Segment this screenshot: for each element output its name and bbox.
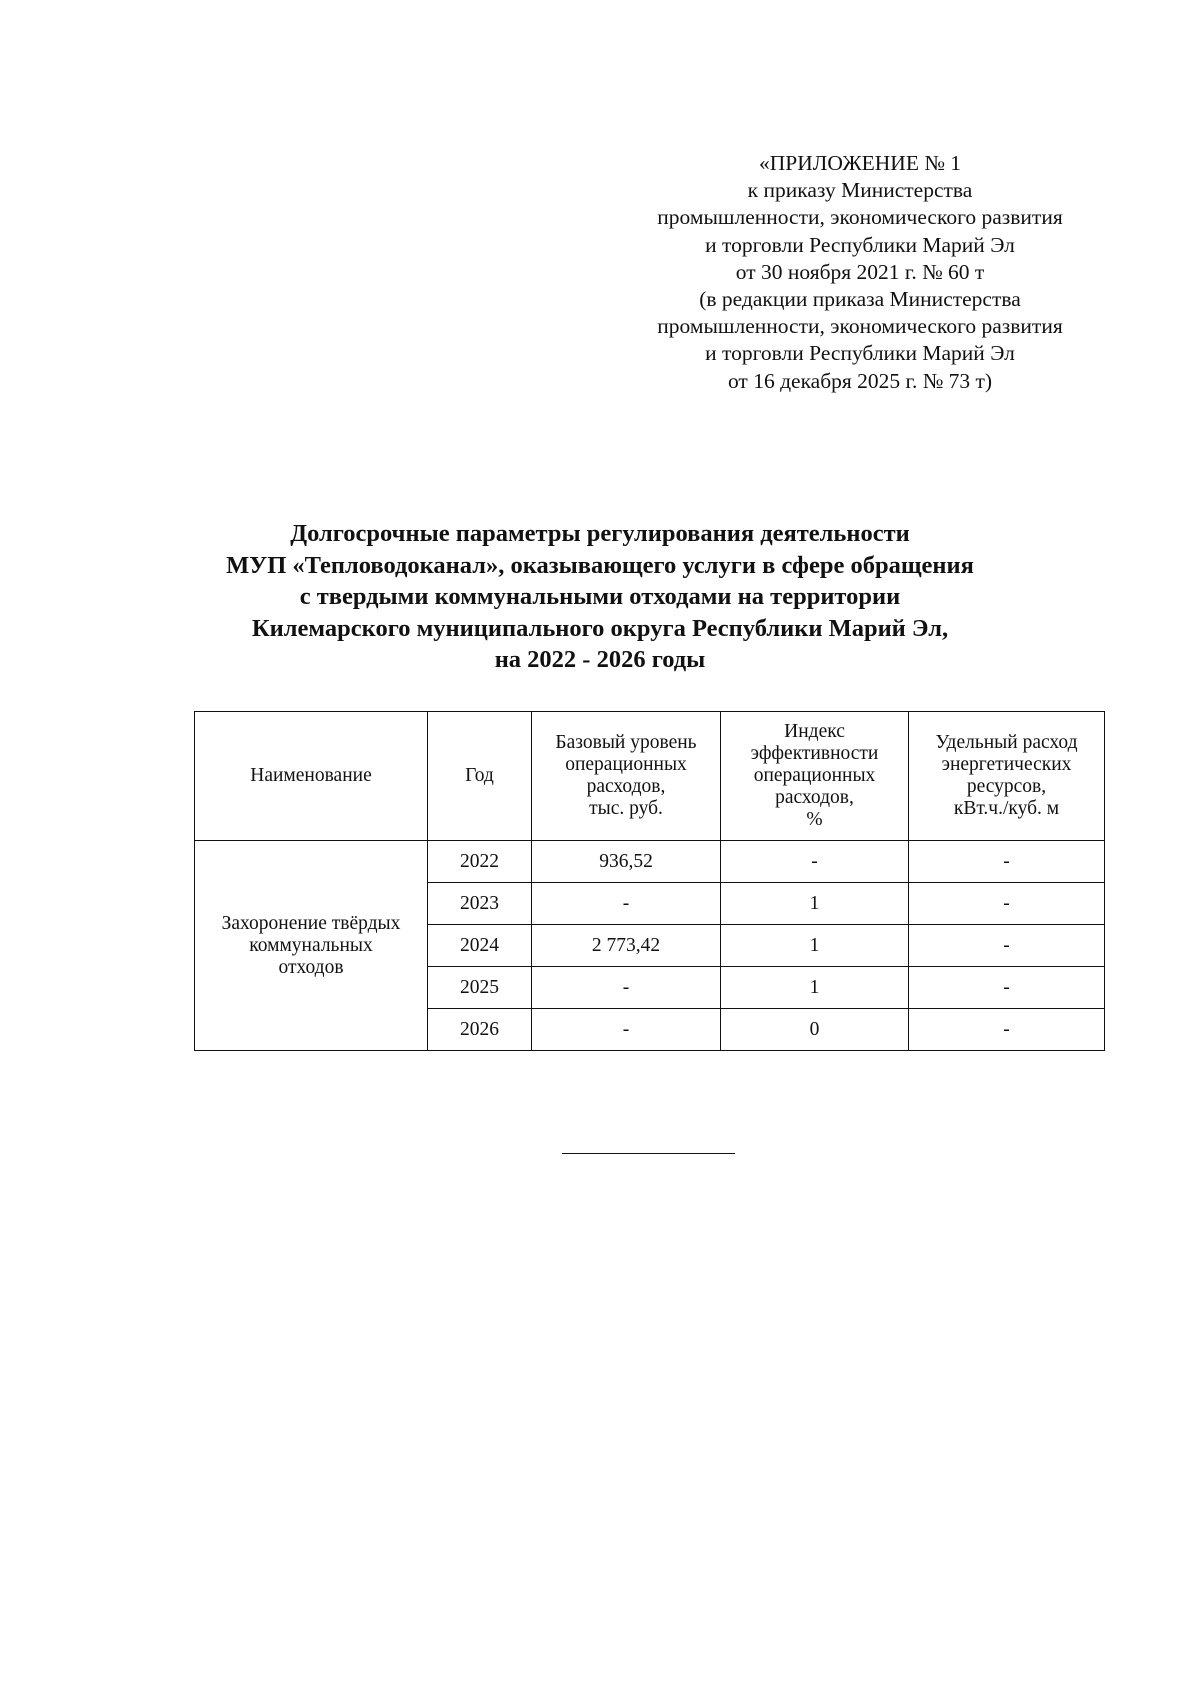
title-line: МУП «Тепловодоканал», оказывающего услуги в сфере обращения [226, 551, 974, 579]
header-base-level: Базовый уровень операционных расходов, тыс. руб. [532, 712, 721, 841]
energy-use-cell: - [909, 841, 1105, 883]
title-line: на 2022 - 2026 годы [494, 646, 706, 673]
header-year: Год [428, 712, 532, 841]
efficiency-index-cell: 1 [721, 967, 909, 1009]
appendix-header [620, 150, 1100, 395]
parameters-table [194, 711, 1105, 1051]
efficiency-index-cell: 1 [721, 925, 909, 967]
efficiency-index-cell: - [721, 841, 909, 883]
energy-use-cell: - [909, 967, 1105, 1009]
appendix-line: от 16 декабря 2025 г. № 73 т) [727, 368, 993, 393]
table-header-row [195, 712, 1105, 841]
year-cell: 2024 [428, 925, 532, 967]
header-name: Наименование [195, 712, 428, 841]
year-cell: 2025 [428, 967, 532, 1009]
energy-use-cell: - [909, 883, 1105, 925]
appendix-line: к приказу Министерства [747, 178, 973, 203]
appendix-line: «ПРИЛОЖЕНИЕ № 1 [759, 151, 961, 175]
efficiency-index-cell: 1 [721, 883, 909, 925]
base-level-cell: - [532, 883, 721, 925]
base-level-cell: 936,52 [532, 841, 721, 883]
year-cell: 2022 [428, 841, 532, 883]
header-energy-use: Удельный расход энергетических ресурсов, кВт.ч./куб. м [909, 712, 1105, 841]
base-level-cell: - [532, 1009, 721, 1051]
year-cell: 2023 [428, 883, 532, 925]
title-line: с твердыми коммунальными отходами на территории [299, 583, 901, 610]
appendix-line: промышленности, экономического развития [657, 205, 1063, 230]
document-title [150, 518, 1050, 676]
year-cell: 2026 [428, 1009, 532, 1051]
base-level-cell: - [532, 967, 721, 1009]
appendix-line: от 30 ноября 2021 г. № 60 т [735, 259, 985, 284]
header-efficiency-index: Индекс эффективности операционных расходов, % [721, 712, 909, 841]
energy-use-cell: - [909, 1009, 1105, 1051]
energy-use-cell: - [909, 925, 1105, 967]
table-row [195, 841, 1105, 883]
title-line: Долгосрочные параметры регулирования деятельности [290, 520, 910, 547]
efficiency-index-cell: 0 [721, 1009, 909, 1051]
base-level-cell: 2 773,42 [532, 925, 721, 967]
appendix-line: и торговли Республики Марий Эл [705, 232, 1015, 257]
appendix-line: (в редакции приказа Министерства [699, 287, 1021, 312]
title-line: Килемарского муниципального округа Республики Марий Эл, [251, 614, 949, 642]
appendix-line: и торговли Республики Марий Эл [705, 341, 1015, 366]
end-divider [562, 1153, 735, 1154]
activity-name-cell: Захоронение твёрдых коммунальных отходов [195, 841, 428, 1051]
appendix-line: промышленности, экономического развития [657, 314, 1063, 339]
